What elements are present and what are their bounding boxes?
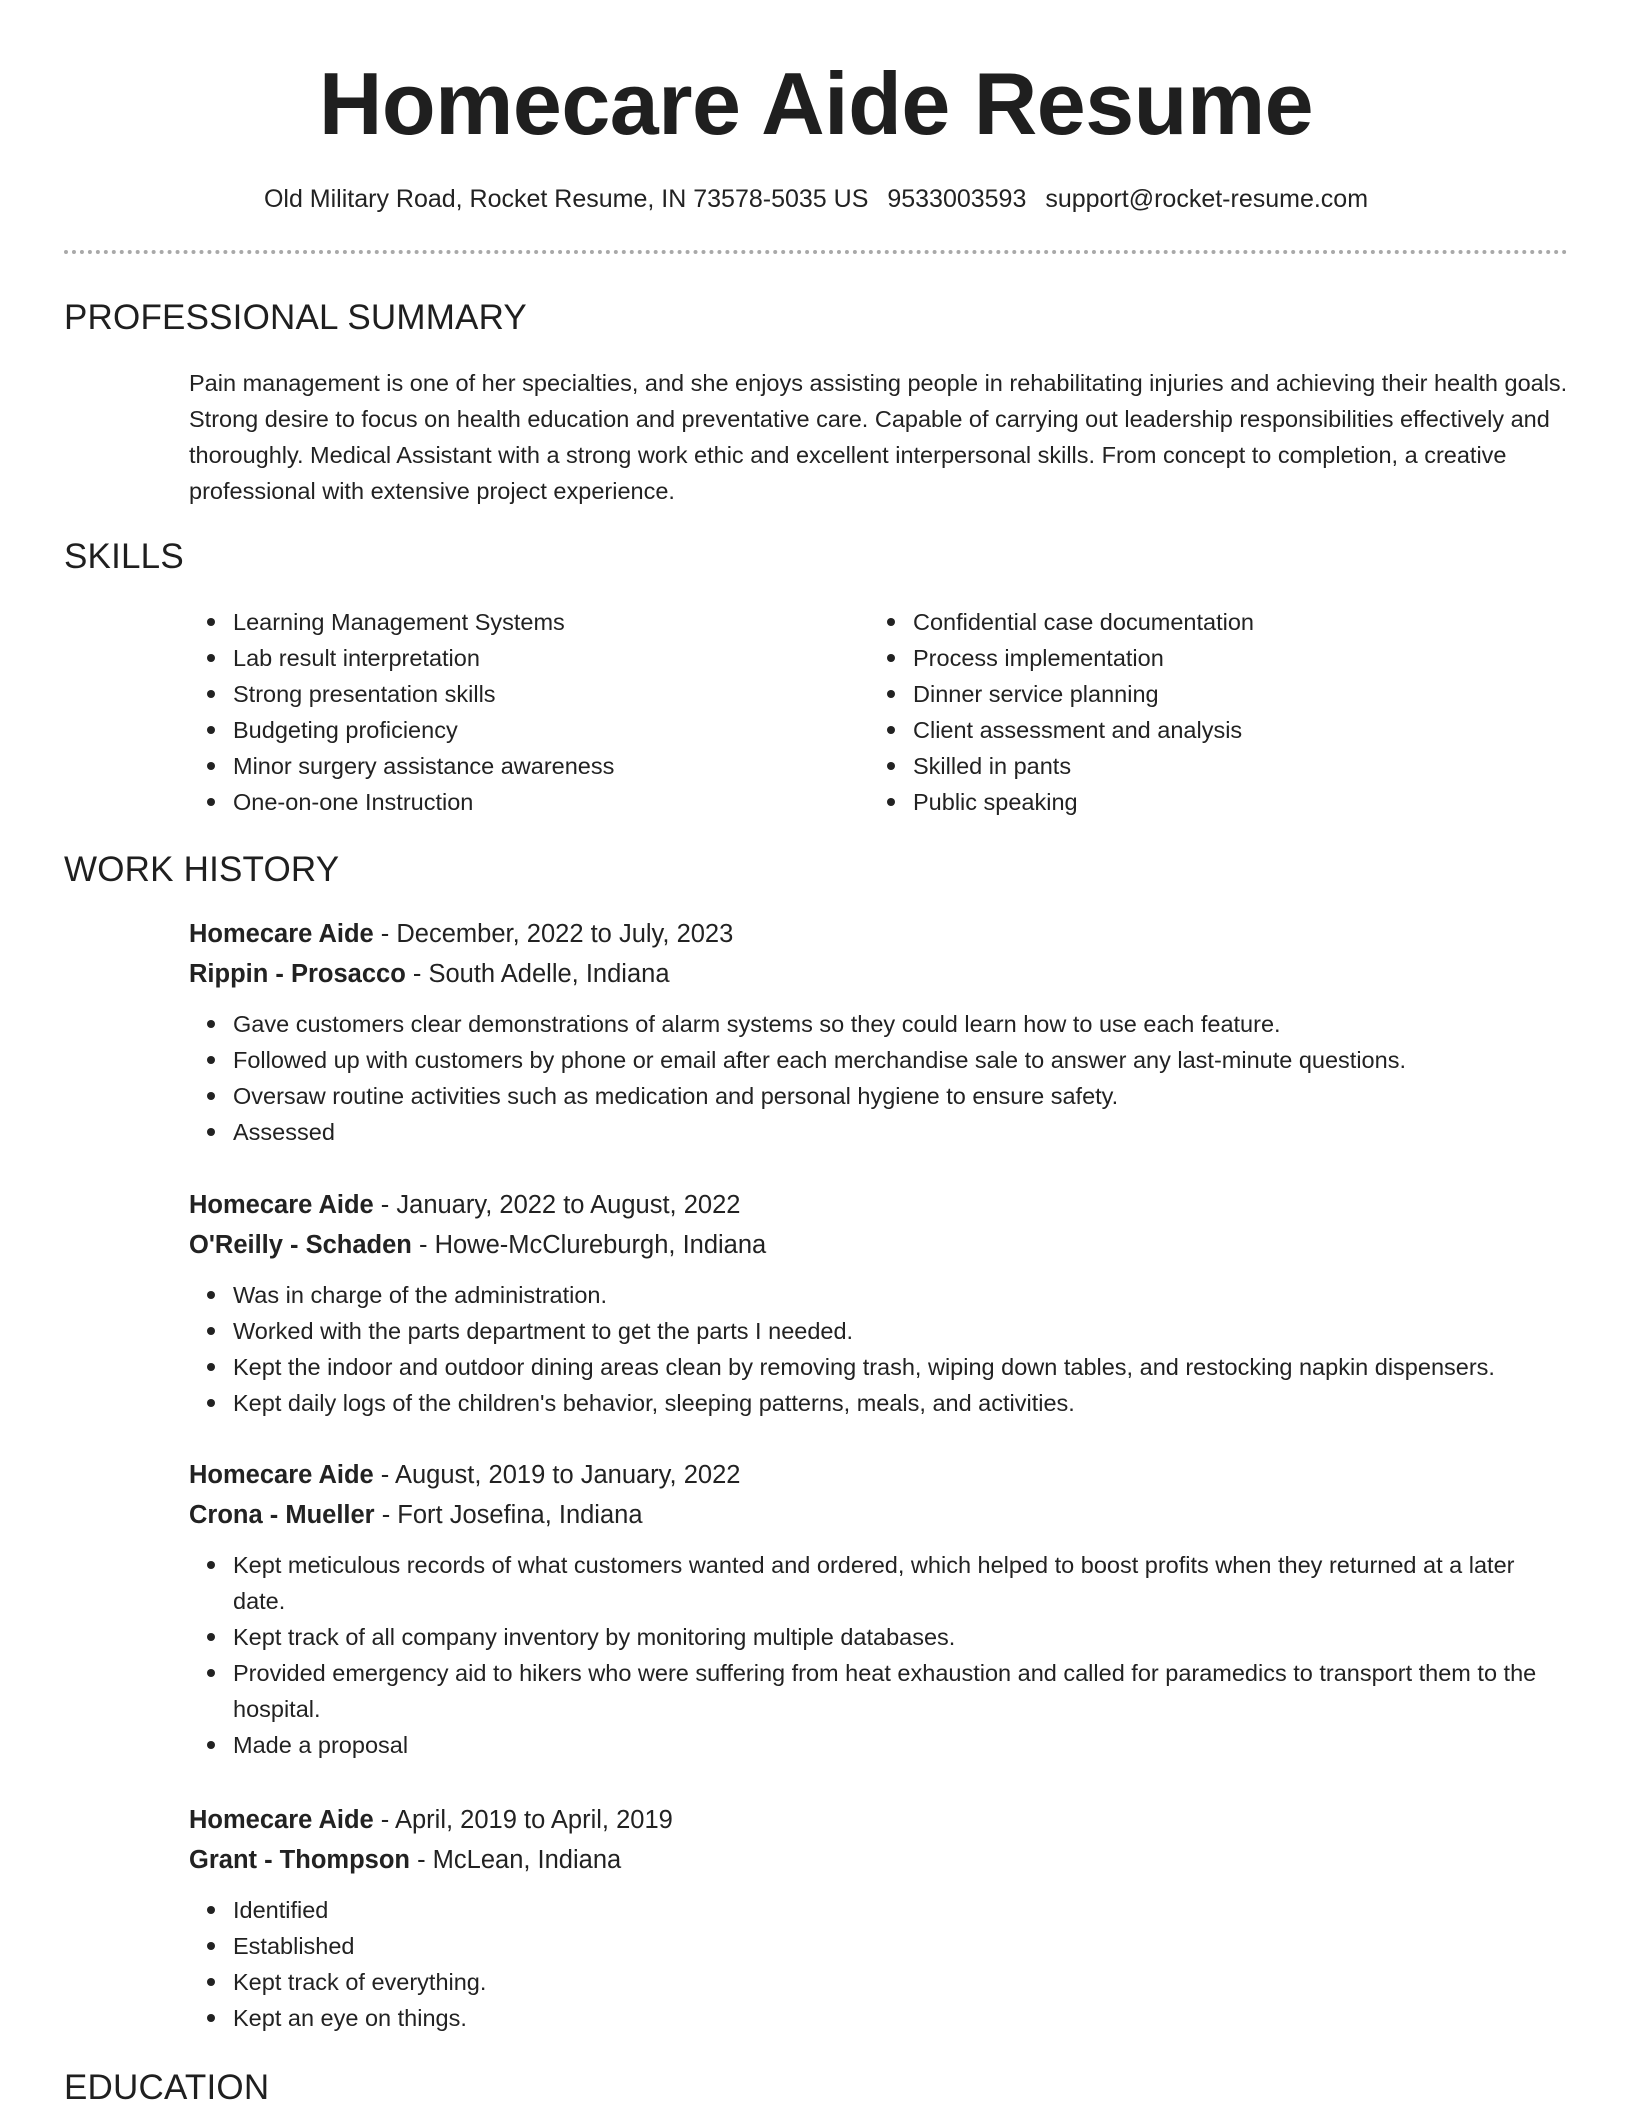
- job-entry: [189, 1455, 1569, 1763]
- summary-text: Pain management is one of her specialties, and she enjoys assisting people in rehabilitating injuries and achieving their health goals. Strong desire to focus on health education and preventative care. Capable of carrying out leadership responsibilities effectively and thoroughly. Medical Assistant with a strong work ethic and excellent interpersonal skills. From concept to completion, a creative professional with extensive project experience.: [189, 370, 1568, 504]
- skill-item: Learning Management Systems: [189, 604, 849, 640]
- section-title-education: EDUCATION: [64, 2068, 270, 2107]
- contact-line: [0, 182, 1632, 216]
- job-duty: Kept the indoor and outdoor dining areas clean by removing trash, wiping down tables, and restocking napkin dispensers.: [189, 1349, 1569, 1385]
- job-entry: [189, 914, 1569, 1150]
- job-separator: -: [411, 1231, 435, 1259]
- job-location: Howe-McClureburgh, Indiana: [434, 1231, 767, 1259]
- job-duty: Was in charge of the administration.: [189, 1277, 1569, 1313]
- job-dates: April, 2019 to April, 2019: [394, 1806, 673, 1834]
- job-title-line: [189, 1185, 1569, 1225]
- job-company-line: [189, 954, 1569, 994]
- job-location: Fort Josefina, Indiana: [397, 1501, 643, 1529]
- resume-title: Homecare Aide Resume: [318, 54, 1314, 153]
- job-title: Homecare Aide: [189, 920, 374, 948]
- job-duty: Kept an eye on things.: [189, 2000, 1569, 2036]
- job-title: Homecare Aide: [189, 1191, 374, 1219]
- skill-item: Minor surgery assistance awareness: [189, 748, 849, 784]
- job-duty: Kept track of everything.: [189, 1964, 1569, 2000]
- skill-item: Lab result interpretation: [189, 640, 849, 676]
- job-duty: Followed up with customers by phone or email after each merchandise sale to answer any last-minute questions.: [189, 1042, 1569, 1078]
- job-company-line: [189, 1225, 1569, 1265]
- job-duty: Established: [189, 1928, 1569, 1964]
- job-dates: August, 2019 to January, 2022: [394, 1461, 741, 1489]
- contact-email: support@rocket-resume.com: [1045, 185, 1369, 213]
- job-title-line: [189, 914, 1569, 954]
- job-duty: Kept track of all company inventory by monitoring multiple databases.: [189, 1619, 1569, 1655]
- job-title-line: [189, 1455, 1569, 1495]
- job-duty: Oversaw routine activities such as medication and personal hygiene to ensure safety.: [189, 1078, 1569, 1114]
- section-title-summary: PROFESSIONAL SUMMARY: [64, 298, 527, 337]
- job-duty: Gave customers clear demonstrations of alarm systems so they could learn how to use each feature.: [189, 1006, 1569, 1042]
- skill-item: Confidential case documentation: [869, 604, 1529, 640]
- job-company: Crona - Mueller: [189, 1501, 375, 1529]
- section-title-skills: SKILLS: [64, 537, 184, 576]
- job-duty: Kept meticulous records of what customers wanted and ordered, which helped to boost profits when they returned at a later date.: [189, 1547, 1569, 1619]
- job-dates: January, 2022 to August, 2022: [396, 1191, 741, 1219]
- contact-phone: 9533003593: [887, 185, 1027, 213]
- skill-item: Budgeting proficiency: [189, 712, 849, 748]
- job-dates: December, 2022 to July, 2023: [396, 920, 734, 948]
- job-duties-list: [189, 1547, 1569, 1763]
- job-entry: [189, 1185, 1569, 1421]
- skill-item: Strong presentation skills: [189, 676, 849, 712]
- section-title-work-history: WORK HISTORY: [64, 850, 340, 889]
- skill-item: Process implementation: [869, 640, 1529, 676]
- job-duty: Worked with the parts department to get the parts I needed.: [189, 1313, 1569, 1349]
- job-separator: -: [374, 1501, 398, 1529]
- job-location: South Adelle, Indiana: [428, 960, 670, 988]
- job-company: O'Reilly - Schaden: [189, 1231, 412, 1259]
- resume-header: [0, 0, 1632, 216]
- job-duty: Assessed: [189, 1114, 1569, 1150]
- skill-item: Skilled in pants: [869, 748, 1529, 784]
- job-company-line: [189, 1495, 1569, 1535]
- job-duty: Made a proposal: [189, 1727, 1569, 1763]
- skills-list-left: [189, 604, 849, 820]
- job-title-line: [189, 1800, 1569, 1840]
- job-company: Rippin - Prosacco: [189, 960, 406, 988]
- skills-list-right: [869, 604, 1529, 820]
- job-duties-list: [189, 1892, 1569, 2036]
- job-title: Homecare Aide: [189, 1461, 374, 1489]
- job-separator: -: [373, 1191, 397, 1219]
- skill-item: One-on-one Instruction: [189, 784, 849, 820]
- job-entry: [189, 1800, 1569, 2036]
- job-duties-list: [189, 1006, 1569, 1150]
- contact-address: Old Military Road, Rocket Resume, IN 73578-5035 US: [263, 185, 869, 213]
- job-duty: Identified: [189, 1892, 1569, 1928]
- job-company-line: [189, 1840, 1569, 1880]
- job-duty: Provided emergency aid to hikers who were suffering from heat exhaustion and called for paramedics to transport them to the hospital.: [189, 1655, 1569, 1727]
- job-separator: -: [405, 960, 429, 988]
- skill-item: Client assessment and analysis: [869, 712, 1529, 748]
- job-separator: -: [373, 1806, 395, 1834]
- job-separator: -: [409, 1846, 433, 1874]
- job-location: McLean, Indiana: [432, 1846, 622, 1874]
- job-separator: -: [373, 1461, 395, 1489]
- skill-item: Dinner service planning: [869, 676, 1529, 712]
- skill-item: Public speaking: [869, 784, 1529, 820]
- job-company: Grant - Thompson: [189, 1846, 410, 1874]
- job-separator: -: [373, 920, 397, 948]
- job-duties-list: [189, 1277, 1569, 1421]
- job-title: Homecare Aide: [189, 1806, 374, 1834]
- job-duty: Kept daily logs of the children's behavior, sleeping patterns, meals, and activities.: [189, 1385, 1569, 1421]
- header-divider: [64, 250, 1568, 254]
